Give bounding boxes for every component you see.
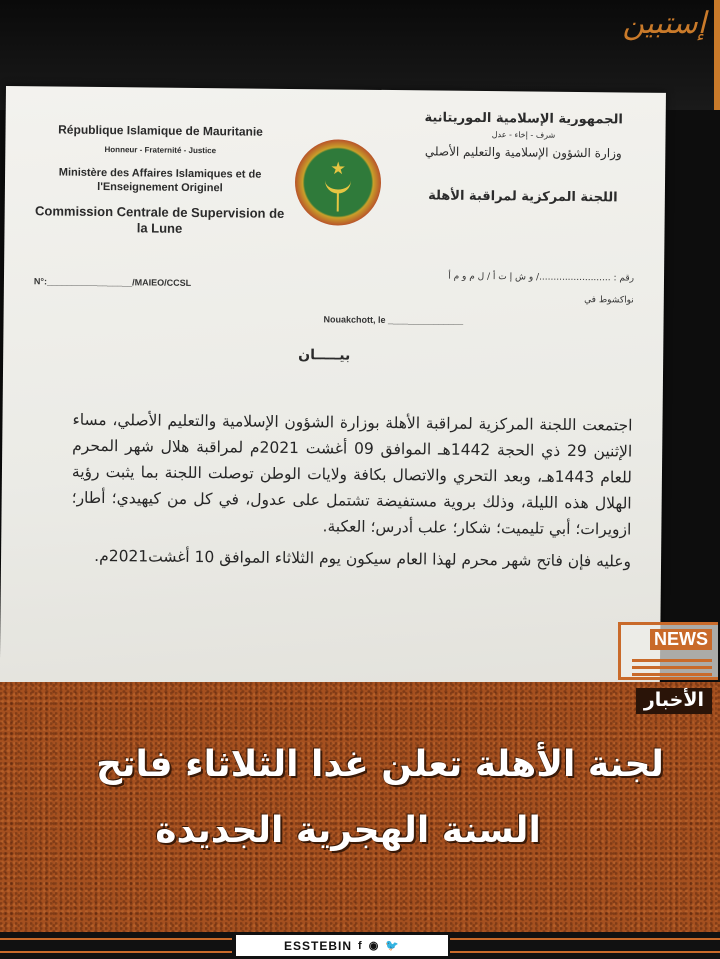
ar-ref-place: نواكشوط في — [584, 295, 634, 306]
news-badge-icon — [618, 622, 718, 680]
official-document — [0, 86, 666, 693]
ar-commission: اللجنة المركزية لمراقبة الأهلة — [428, 188, 618, 206]
category-label: الأخبار — [636, 688, 712, 714]
ar-ref-number: رقم : ........................./ و ش إ ت أ / ل م و م أ — [448, 271, 635, 284]
headline-banner — [0, 682, 720, 932]
instagram-icon[interactable]: ◉ — [368, 940, 380, 952]
fr-ministry: Ministère des Affaires Islamiques et de l'Enseignement Originel — [58, 166, 262, 195]
brand-accent-line — [714, 0, 720, 110]
social-handle: ESSTEBIN — [284, 938, 353, 953]
statement-title: بيـــــان — [298, 347, 351, 364]
fr-reference: N°:_________________/MAIEO/CCSL — [33, 276, 192, 288]
brand-logo: إستبين — [622, 6, 706, 41]
fr-commission: Commission Centrale de Supervision de la Lune — [34, 203, 285, 236]
fr-ref-place: Nouakchott, le _______________ — [323, 314, 464, 326]
social-tag[interactable] — [236, 935, 448, 956]
statement-paragraph-2: وعليه فإن فاتح شهر محرم لهذا العام سيكون يوم الثلاثاء الموافق 10 أغشت2021م. — [94, 546, 632, 571]
news-badge-label: NEWS — [650, 629, 712, 650]
national-seal-icon — [295, 139, 382, 226]
ar-reference — [323, 264, 634, 333]
headline-line-1: لجنة الأهلة تعلن غدا الثلاثاء فاتح — [96, 744, 664, 785]
twitter-icon[interactable]: 🐦 — [385, 940, 400, 952]
footer-bar — [0, 932, 720, 959]
ar-motto: شرف - إخاء - عدل — [491, 130, 556, 140]
french-header — [34, 122, 285, 238]
footer-rule-right — [450, 938, 720, 953]
headline-line-2: السنة الهجرية الجديدة — [155, 810, 541, 851]
fr-country: République Islamique de Mauritanie — [58, 122, 263, 139]
facebook-icon[interactable]: f — [358, 939, 363, 952]
ar-ministry: وزارة الشؤون الإسلامية والتعليم الأصلي — [424, 144, 622, 161]
footer-rule-left — [0, 938, 232, 953]
arabic-header — [403, 110, 644, 206]
statement-paragraph-1: اجتمعت اللجنة المركزية لمراقبة الأهلة بوزارة الشؤون الإسلامية والتعليم الأصلي، مساء الإثنين 29 ذي الحجة 1442هـ الموافق 09 أغشت 2021م لمراقبة هلال شهر المحرم للعام 1443هـ، وبعد التحري والاتصال بكافة ولايات الوطن توصلت اللجنة بما يثبت رؤية الهلال هذه الليلة، وذلك بروية مستفيضة تشتمل على عدول، في كل من كيهيدي؛ أطار؛ ازويرات؛ أبي تليميت؛ شكار؛ علب أدرس؛ العكبة. — [71, 410, 633, 539]
ar-country: الجمهورية الإسلامية الموريتانية — [424, 110, 623, 128]
fr-motto: Honneur - Fraternité - Justice — [104, 145, 217, 156]
statement-body — [71, 407, 633, 581]
